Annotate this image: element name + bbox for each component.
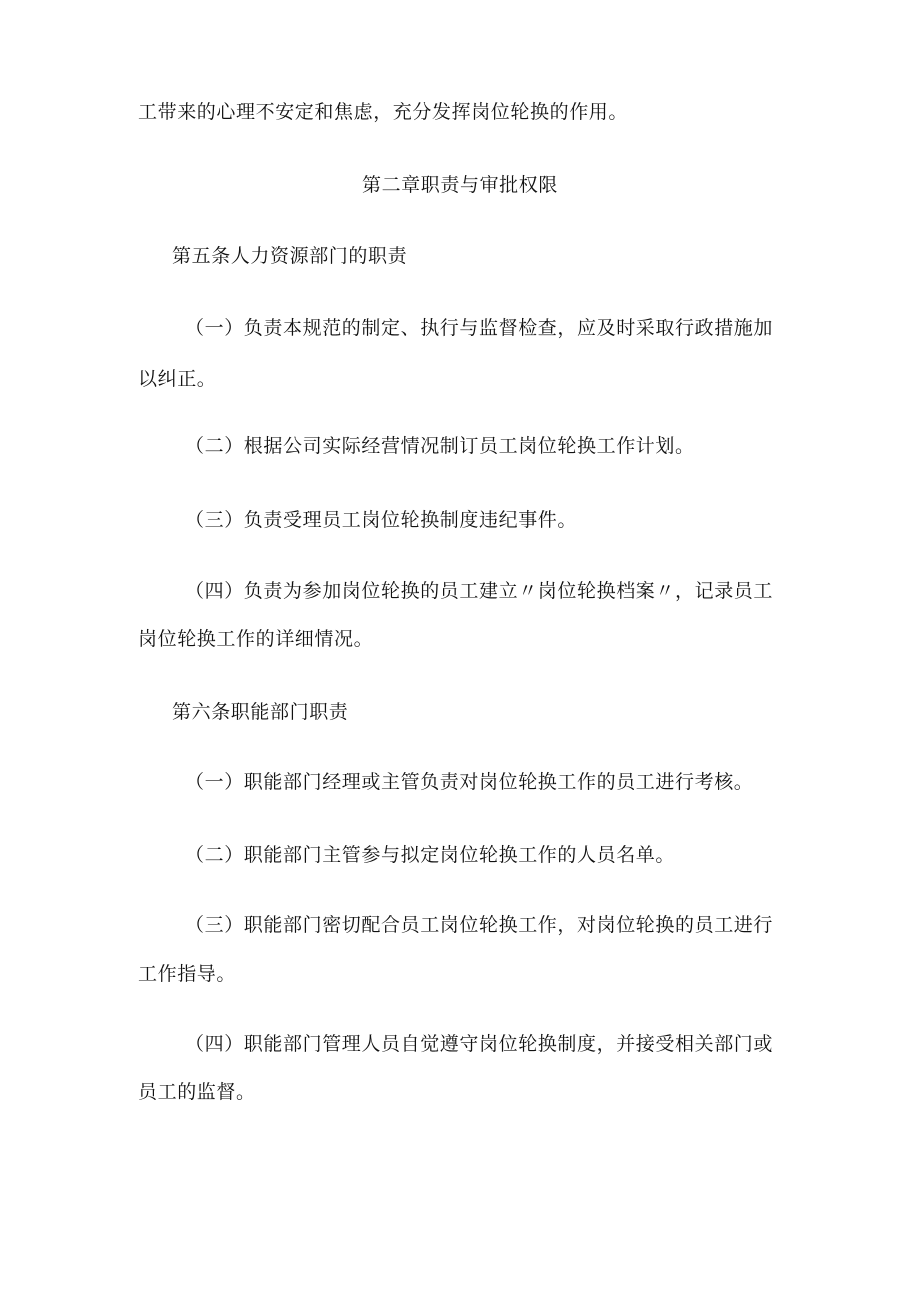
article5-title: 第五条人力资源部门的职责 [172,245,408,267]
article6-item4-line2: 员工的监督。 [138,1081,256,1103]
article5-item3: （三）负责受理员工岗位轮换制度违纪事件。 [185,509,578,531]
article5-item2: （二）根据公司实际经营情况制订员工岗位轮换工作计划。 [185,435,695,457]
chapter-title: 第二章职责与审批权限 [361,174,558,196]
article5-item1-line2: 以纠正。 [138,368,217,390]
article5-item4-line2: 岗位轮换工作的详细情况。 [138,628,374,650]
article6-item3-line1: （三）职能部门密切配合员工岗位轮换工作，对岗位轮换的员工进行 [185,914,774,936]
article6-item2: （二）职能部门主管参与拟定岗位轮换工作的人员名单。 [185,844,676,866]
article6-title: 第六条职能部门职责 [172,701,349,723]
article6-item1: （一）职能部门经理或主管负责对岗位轮换工作的员工进行考核。 [185,771,754,793]
article6-item4-line1: （四）职能部门管理人员自觉遵守岗位轮换制度，并接受相关部门或 [185,1033,774,1055]
continuation-text: 工带来的心理不安定和焦虑，充分发挥岗位轮换的作用。 [138,101,629,123]
article6-item3-line2: 工作指导。 [138,963,237,985]
article5-item1-line1: （一）负责本规范的制定、执行与监督检查，应及时采取行政措施加 [185,317,774,339]
article5-item4-line1: （四）负责为参加岗位轮换的员工建立〃岗位轮换档案〃，记录员工 [185,580,774,602]
